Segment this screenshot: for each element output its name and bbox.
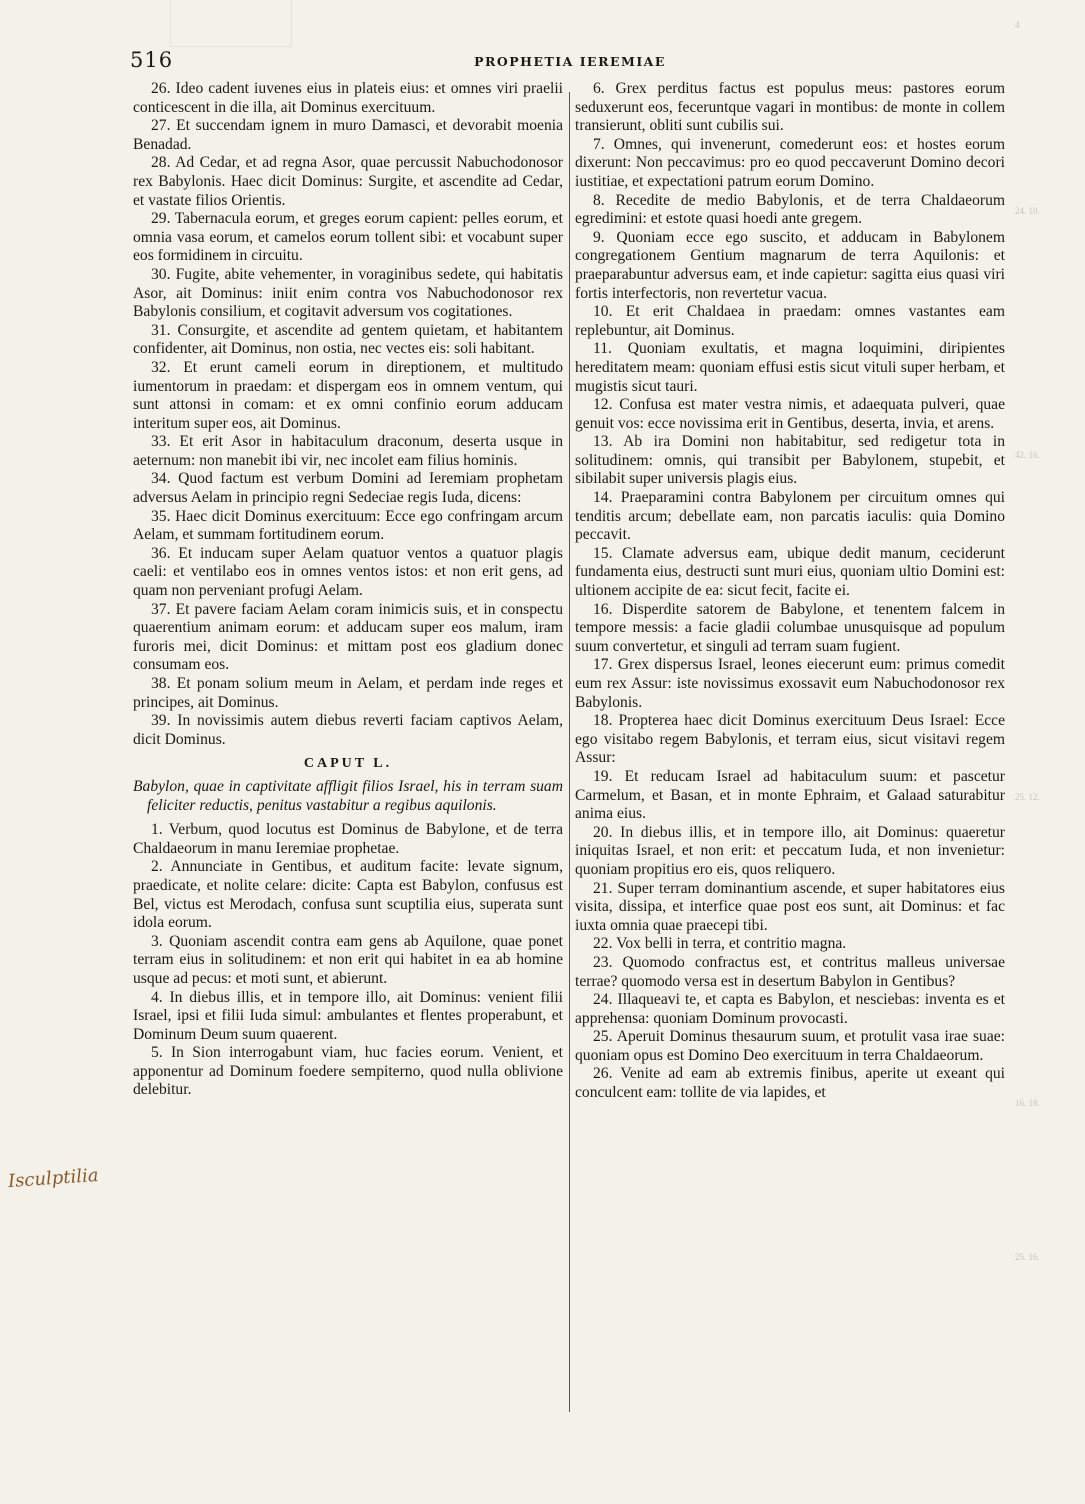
verse: 23. Quomodo confractus est, et contritus malleus universae terrae? quomodo versa est in desertum Babylon in Gentibus? <box>575 953 1005 990</box>
verse: 27. Et succendam ignem in muro Damasci, et devorabit moenia Benadad. <box>133 117 563 153</box>
verse: 12. Confusa est mater vestra nimis, et adaequata pulveri, quae genuit vos: ecce novissima erit in Gentibus, deserta, invia, et arens. <box>575 396 1005 432</box>
verse: 25. Aperuit Dominus thesaurum suum, et protulit vasa irae suae: quoniam opus est Domino Deo exercituum in terra Chaldaeorum. <box>575 1028 1005 1064</box>
verse: 14. Praeparamini contra Babylonem per circuitum omnes qui tenditis arcum; debellate eam, non parcatis iaculis: quia Domino peccavit. <box>575 489 1005 544</box>
verse: 2. Annunciate in Gentibus, et auditum facite: levate signum, praedicate, et nolite celare: dicite: Capta est Babylon, confusus est Bel, victus est Merodach, confusa sunt scuptilia eius, superata sunt idola eorum. <box>133 858 563 932</box>
verse: 11. Quoniam exultatis, et magna loquimini, diripientes hereditatem meam: quoniam effusi estis sicut vituli super herbam, et mugistis sicut tauri. <box>575 340 1005 395</box>
chapter-summary: Babylon, quae in captivitate affligit filios Israel, his in terram suam feliciter reductis, penitus vastabitur a regibus aquilonis. <box>133 777 563 814</box>
verse: 24. Illaqueavi te, et capta es Babylon, et nesciebas: inventa es et apprehensa: quoniam Dominum provocasti. <box>575 991 1005 1027</box>
column-divider <box>569 92 570 1412</box>
verse: 10. Et erit Chaldaea in praedam: omnes vastantes eam replebuntur, ait Dominus. <box>575 303 1005 339</box>
verse: 31. Consurgite, et ascendite ad gentem quietam, et habitantem confidenter, ait Dominus, non ostia, nec vectes eis: soli habitant. <box>133 321 563 358</box>
verse: 20. In diebus illis, et in tempore illo, ait Dominus: quaeretur iniquitas Israel, et non erit: et peccatum Iuda, et non invenietur: quoniam propitius ero eis, quos reliquero. <box>575 823 1005 878</box>
verse: 26. Venite ad eam ab extremis finibus, aperite ut exeant qui conculcent eam: tollite de via lapides, et <box>575 1065 1005 1102</box>
handwritten-margin-note: Isculptilia <box>7 1164 100 1193</box>
verse: 4. In diebus illis, et in tempore illo, ait Dominus: venient filii Israel, ipsi et filii Iuda simul: ambulantes et flentes properabunt, et Dominum Deum suum quaerent. <box>133 988 563 1043</box>
page-header <box>130 48 1010 74</box>
verse: 7. Omnes, qui invenerunt, comederunt eos: et hostes eorum dixerunt: Non peccavimus: pro eo quod peccaverunt Domino decori iustitiae, et expectationi patrum eorum Domino. <box>575 135 1005 190</box>
verse: 37. Et pavere faciam Aelam coram inimicis suis, et in conspectu quaerentium animam eorum: et adducam super eos malum, iram furoris mei, dicit Dominus: et mittam post eos gladium donec consumam eos. <box>133 600 563 674</box>
verse: 35. Haec dicit Dominus exercituum: Ecce ego confringam arcum Aelam, et summam fortitudinem eorum. <box>133 507 563 544</box>
bleed-mark: 16. 18. <box>1015 1098 1040 1108</box>
verse: 38. Et ponam solium meum in Aelam, et perdam inde reges et principes, ait Dominus. <box>133 675 563 711</box>
faded-stamp <box>170 0 292 47</box>
verse: 39. In novissimis autem diebus reverti faciam captivos Aelam, dicit Dominus. <box>133 712 563 748</box>
right-verses <box>575 80 1005 1103</box>
bleed-mark: 42. 16. <box>1015 450 1040 460</box>
verse: 22. Vox belli in terra, et contritio magna. <box>593 935 847 953</box>
left-column <box>133 80 563 1100</box>
verse: 16. Disperdite satorem de Babylone, et tenentem falcem in tempore messis: a facie gladii columbae unusquisque ad populum suum convertetur, et singuli ad terram suam fugient. <box>575 600 1005 655</box>
verse: 34. Quod factum est verbum Domini ad Ieremiam prophetam adversus Aelam in principio regni Sedeciae regis Iuda, dicens: <box>133 470 563 507</box>
verses-before-chapter <box>133 80 563 749</box>
verse: 6. Grex perditus factus est populus meus: pastores eorum seduxerunt eos, feceruntque vagari in montibus: de monte in collem transierunt, obliti sunt cubilis sui. <box>575 80 1005 135</box>
verse: 3. Quoniam ascendit contra eam gens ab Aquilone, quae ponet terram eius in solitudinem: et non erit qui habitet in ea ab homine usque ad pecus: et moti sunt, et abierunt. <box>133 932 563 987</box>
verse: 17. Grex dispersus Israel, leones eiecerunt eum: primus comedit eum rex Assur: iste novissimus exossavit eum Nabuchodonosor rex Babylonis. <box>575 656 1005 711</box>
verse: 36. Et inducam super Aelam quatuor ventos a quatuor plagis caeli: et ventilabo eos in omnes ventos istos: et non erit gens, ad quam non perveniant profugi Aelam. <box>133 544 563 600</box>
verse: 32. Et erunt cameli eorum in direptionem, et multitudo iumentorum in praedam: et dispergam eos in omnem ventum, qui sunt attonsi in comam: et ex omni confinio eorum adducam interitum super eos, ait Dominus. <box>133 358 563 432</box>
running-title: PROPHETIA IEREMIAE <box>474 54 666 69</box>
verse: 9. Quoniam ecce ego suscito, et adducam in Babylonem congregationem Gentium magnarum de terra Aquilonis: et praeparabuntur adversus eam, et inde capietur: sagitta eius quasi viri fortis interfectoris, non revertetur vacua. <box>575 228 1005 302</box>
verse: 15. Clamate adversus eam, ubique dedit manum, ceciderunt fundamenta eius, destructi sunt muri eius, quoniam ultio Domini est: ultionem accipite de ea: sicut fecit, facite ei. <box>575 544 1005 600</box>
verse: 5. In Sion interrogabunt viam, huc facies eorum. Venient, et apponentur ad Dominum foedere sempiterno, quod nulla oblivione delebitur. <box>133 1044 563 1099</box>
verse: 26. Ideo cadent iuvenes eius in plateis eius: et omnes viri praelii conticescent in die illa, ait Dominus exercituum. <box>133 80 563 116</box>
verse: 33. Et erit Asor in habitaculum draconum, deserta usque in aeternum: non manebit ibi vir, nec incolet eam filius hominis. <box>133 433 563 469</box>
verse: 29. Tabernacula eorum, et greges eorum capient: pelles eorum, et omnia vasa eorum, et camelos eorum tollent sibi: et vocabunt super eos formidinem in circuitu. <box>133 210 563 265</box>
bleed-mark: 24. 10. <box>1015 206 1040 216</box>
right-column <box>575 80 1005 1103</box>
bleed-mark: 4 <box>1015 20 1020 30</box>
verse: 1. Verbum, quod locutus est Dominus de Babylone, et de terra Chaldaeorum in manu Ieremiae prophetae. <box>133 821 563 857</box>
verse: 8. Recedite de medio Babylonis, et de terra Chaldaeorum egredimini: et estote quasi hoedi ante gregem. <box>575 191 1005 228</box>
verse: 30. Fugite, abite vehementer, in voraginibus sedete, qui habitatis Asor, ait Dominus: iniit enim contra vos Nabuchodonosor rex Babylonis consilium, et cogitavit adversum vos cogitationes. <box>133 265 563 321</box>
verse: 19. Et reducam Israel ad habitaculum suum: et pascetur Carmelum, et Basan, et in monte Ephraim, et Galaad saturabitur anima eius. <box>575 767 1005 823</box>
bleed-mark: 25. 12. <box>1015 792 1040 802</box>
verse: 28. Ad Cedar, et ad regna Asor, quae percussit Nabuchodonosor rex Babylonis. Haec dicit Dominus: Surgite, et ascendite ad Cedar, et vastate filios Orientis. <box>133 154 563 209</box>
verse: 13. Ab ira Domini non habitabitur, sed redigetur tota in solitudinem: omnis, qui transibit per Babylonem, stupebit, et sibilabit super universis plagis eius. <box>575 433 1005 488</box>
page-number: 516 <box>130 48 174 72</box>
bleed-mark: 25. 16. <box>1015 1252 1040 1262</box>
verse: 21. Super terram dominantium ascende, et super habitatores eius visita, dissipa, et interfice quae post eos sunt, ait Dominus: et fac iuxta omnia quae praecepi tibi. <box>575 879 1005 934</box>
verses-after-chapter <box>133 821 563 1100</box>
verse: 18. Propterea haec dicit Dominus exercituum Deus Israel: Ecce ego visitabo regem Babylonis, et terram eius, sicut visitavi regem Assur: <box>575 712 1005 767</box>
chapter-title: CAPUT L. <box>303 756 393 772</box>
